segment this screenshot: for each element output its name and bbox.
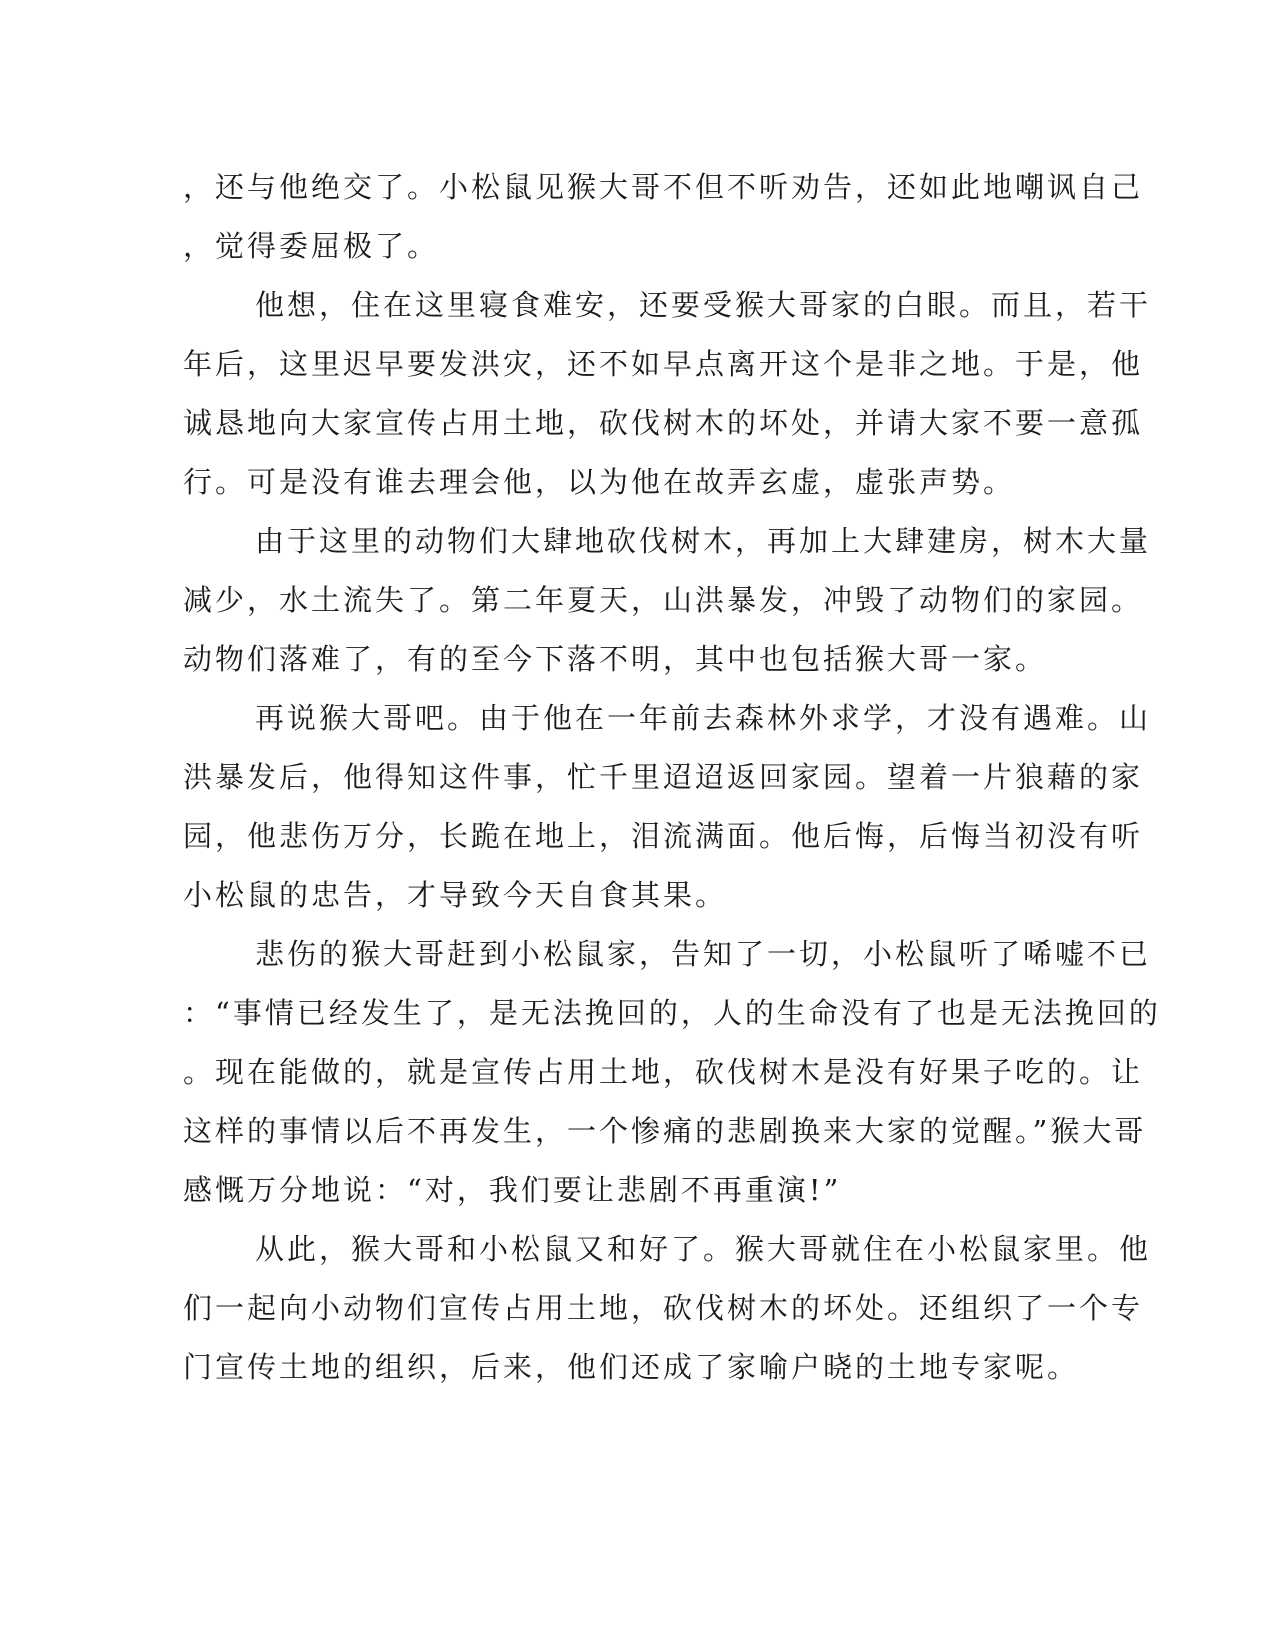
- text-line: 动物们落难了，有的至今下落不明，其中也包括猴大哥一家。: [183, 642, 1048, 676]
- paragraph-5: [183, 925, 1161, 1220]
- story-body: [183, 158, 1161, 1397]
- paragraph-4: [183, 689, 1152, 925]
- text-line: 再说猴大哥吧。由于他在一年前去森林外求学，才没有遇难。山: [255, 701, 1152, 735]
- text-line: ，觉得委屈极了。: [183, 229, 440, 263]
- text-line: 们一起向小动物们宣传占用土地，砍伐树木的坏处。还组织了一个专: [183, 1291, 1144, 1325]
- text-line: 悲伤的猴大哥赶到小松鼠家，告知了一切，小松鼠听了唏嘘不已: [255, 937, 1152, 971]
- text-line: 行。可是没有谁去理会他，以为他在故弄玄虚，虚张声势。: [183, 465, 1016, 499]
- text-line: 门宣传土地的组织，后来，他们还成了家喻户晓的土地专家呢。: [183, 1350, 1080, 1384]
- text-line: 小松鼠的忠告，才导致今天自食其果。: [183, 878, 728, 912]
- paragraph-2: [183, 276, 1152, 512]
- text-line: ，还与他绝交了。小松鼠见猴大哥不但不听劝告，还如此地嘲讽自己: [183, 170, 1144, 204]
- paragraph-3: [183, 512, 1152, 689]
- paragraph-6: [183, 1220, 1152, 1397]
- text-line: 洪暴发后，他得知这件事，忙千里迢迢返回家园。望着一片狼藉的家: [183, 760, 1144, 794]
- text-line: ：“事情已经发生了，是无法挽回的，人的生命没有了也是无法挽回的: [183, 996, 1161, 1030]
- text-line: 年后，这里迟早要发洪灾，还不如早点离开这个是非之地。于是，他: [183, 347, 1144, 381]
- text-line: 诚恳地向大家宣传占用土地，砍伐树木的坏处，并请大家不要一意孤: [183, 406, 1144, 440]
- text-line: 由于这里的动物们大肆地砍伐树木，再加上大肆建房，树木大量: [255, 524, 1152, 558]
- paragraph-1: [183, 158, 1144, 276]
- text-line: 感慨万分地说：“对，我们要让悲剧不再重演!”: [183, 1173, 842, 1207]
- text-line: 减少，水土流失了。第二年夏天，山洪暴发，冲毁了动物们的家园。: [183, 583, 1144, 617]
- text-line: 他想，住在这里寝食难安，还要受猴大哥家的白眼。而且，若干: [255, 288, 1152, 322]
- text-line: 。现在能做的，就是宣传占用土地，砍伐树木是没有好果子吃的。让: [183, 1055, 1144, 1089]
- text-line: 园，他悲伤万分，长跪在地上，泪流满面。他后悔，后悔当初没有听: [183, 819, 1144, 853]
- text-line: 从此，猴大哥和小松鼠又和好了。猴大哥就住在小松鼠家里。他: [255, 1232, 1152, 1266]
- text-line: 这样的事情以后不再发生，一个惨痛的悲剧换来大家的觉醒。”猴大哥: [183, 1114, 1147, 1148]
